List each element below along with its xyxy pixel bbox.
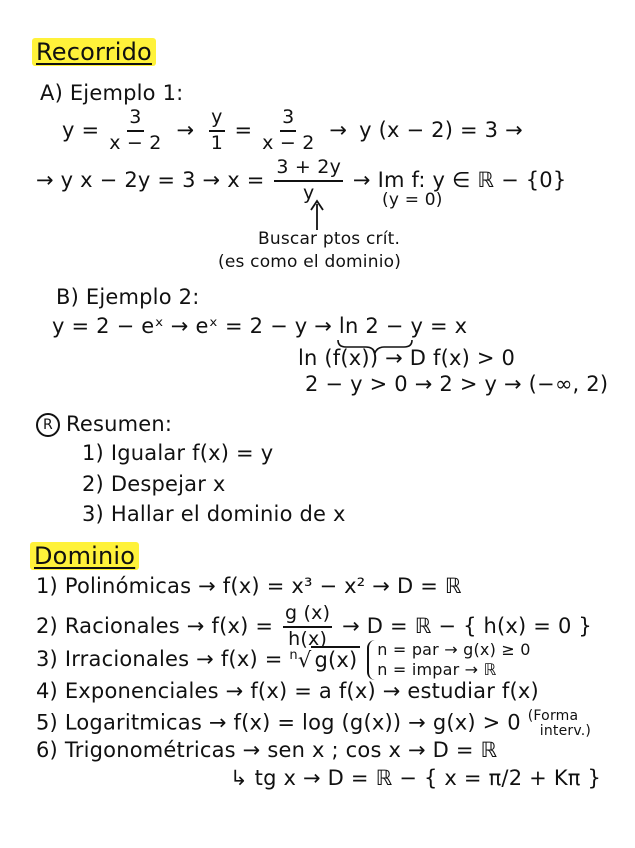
fraction-3-plus-2y-over-y: $\frac{3 + 2y}{y}$ (276, 156, 342, 204)
fraction-g-over-h: $\frac{g (x)}{h(x)}$ (285, 602, 331, 650)
dominio-racionales: 2) Racionales → f(x) = $\frac{g (x)}{h(x)}$ → D = ℝ − { h(x) = 0 } (36, 602, 592, 650)
ejemplo-1-line-2: → y x − 2y = 3 → x = $\frac{3 + 2y}{y}$ → Im f: y ∈ ℝ − {0} (36, 156, 567, 204)
recorrido-title: Recorrido (32, 40, 156, 64)
resumen-step-2: 2) Despejar x (82, 472, 226, 496)
resumen-step-1: 1) Igualar f(x) = y (82, 441, 274, 465)
dominio-tangente: ↳ tg x → D = ℝ − { x = π/2 + Kπ } (230, 766, 602, 790)
irracionales-cases: n = par → g(x) ≥ 0 n = impar → ℝ (367, 640, 530, 680)
dominio-irracionales: 3) Irracionales → f(x) = $^n$√ g(x) n = par → g(x) ≥ 0 n = impar → ℝ (36, 640, 531, 679)
y-equals-zero-note: (y = 0) (382, 190, 443, 210)
es-como-el-dominio: (es como el dominio) (218, 252, 402, 272)
ejemplo-1-line-1: y = $\frac{3}{x - 2}$ → $\frac{y}{1}$ = $\frac{3}{x - 2}$ → y (x − 2) = 3 → (62, 106, 523, 154)
ejemplo-2-line-1: y = 2 − eˣ → eˣ = 2 − y → ln 2 − y = x (52, 314, 468, 338)
resumen-step-3: 3) Hallar el dominio de x (82, 502, 346, 526)
nth-root: $^n$√ g(x) (289, 649, 360, 671)
dominio-trigonometricas: 6) Trigonométricas → sen x ; cos x → D = ℝ (36, 738, 498, 762)
fraction-3-over-x-minus-2-b: $\frac{3}{x - 2}$ (262, 106, 315, 154)
fraction-y-over-1: $\frac{y}{1}$ (210, 106, 223, 154)
ejemplo-2-line-3: 2 − y > 0 → 2 > y → (−∞, 2) (305, 372, 609, 396)
dominio-polinomicas: 1) Polinómicas → f(x) = x³ − x² → D = ℝ (36, 574, 462, 598)
ln-underbrace (338, 340, 412, 353)
resumen-heading: R Resumen: (36, 413, 172, 437)
forma-intervalo-note: (Forma interv.) (527, 708, 592, 739)
ejemplo-2-label: B) Ejemplo 2: (56, 285, 200, 309)
ejemplo-2-line-2: ln (f(x)) → D f(x) > 0 (298, 346, 516, 370)
dominio-title: Dominio (30, 544, 139, 568)
dominio-exponenciales: 4) Exponenciales → f(x) = a f(x) → estudiar f(x) (36, 679, 539, 703)
buscar-puntos-criticos: Buscar ptos crít. (258, 229, 401, 249)
fraction-3-over-x-minus-2: $\frac{3}{x - 2}$ (109, 106, 162, 154)
dominio-logaritmicas: 5) Logaritmicas → f(x) = log (g(x)) → g(x) > 0 (Forma interv.) (36, 708, 592, 739)
resumen-circle-icon: R (36, 413, 60, 437)
ejemplo-1-label: A) Ejemplo 1: (40, 81, 184, 105)
